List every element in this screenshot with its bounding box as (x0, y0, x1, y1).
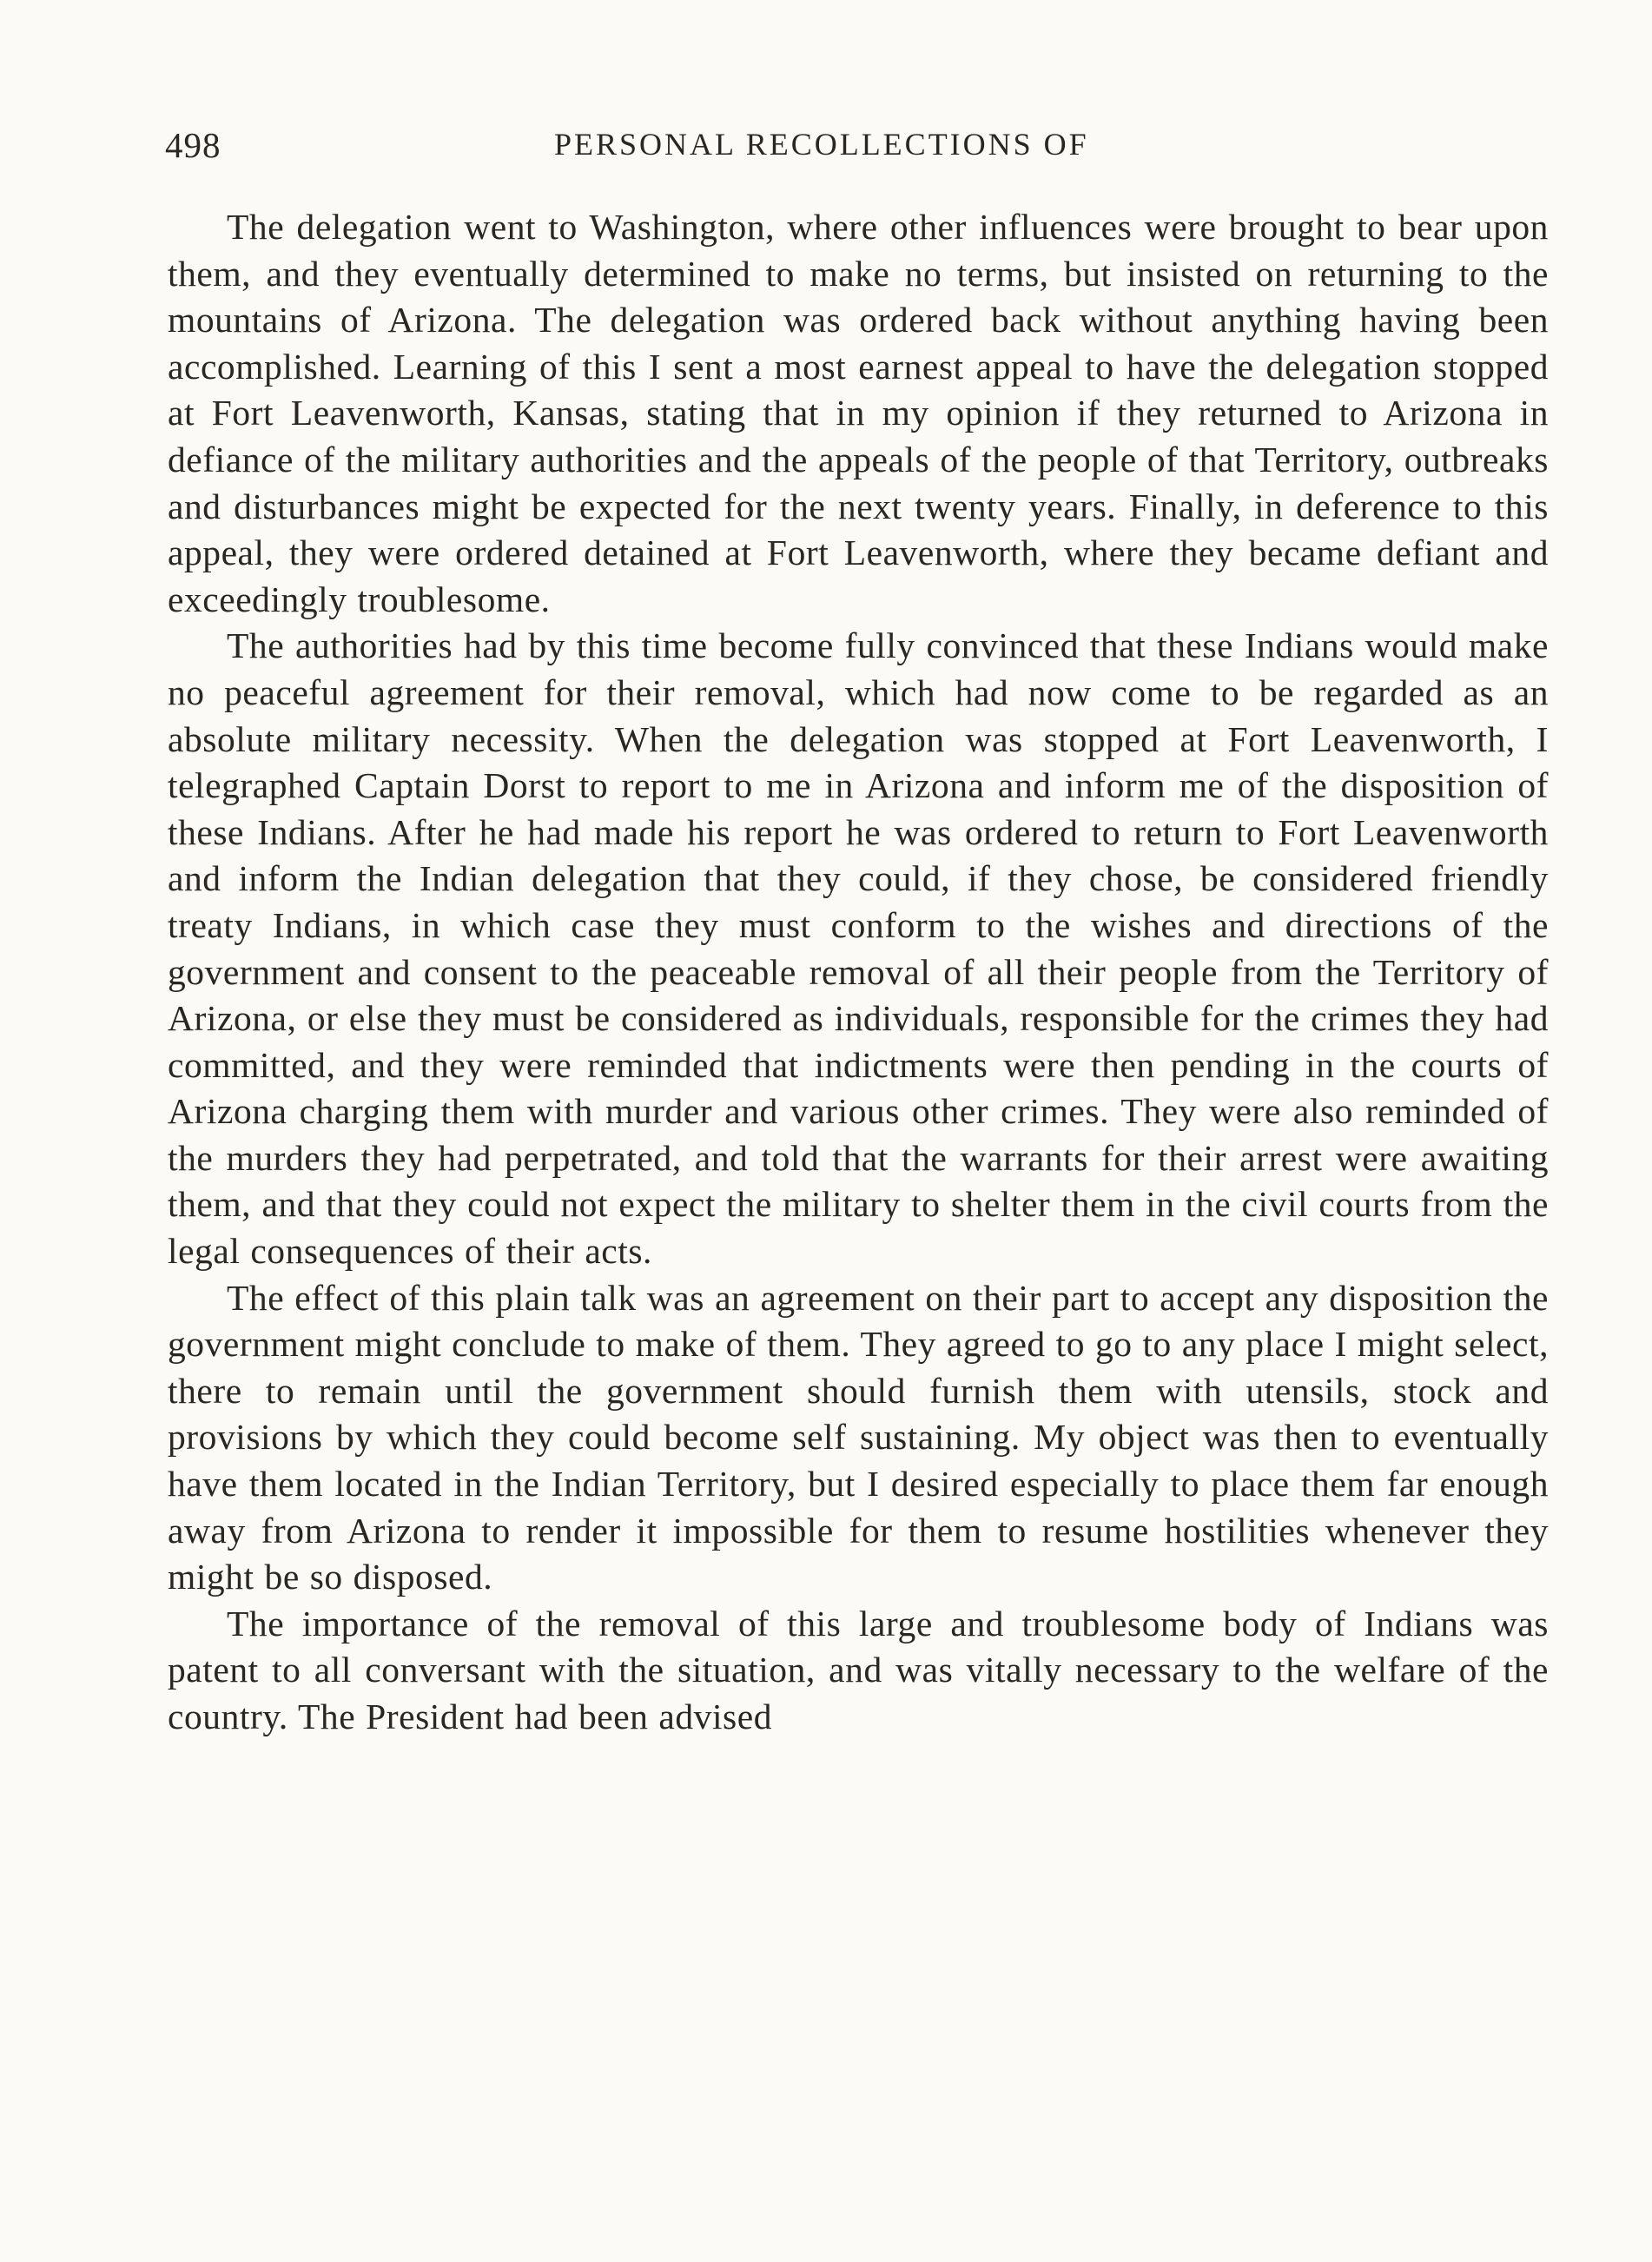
paragraph-2: The authorities had by this time become fully convinced that these Indians would make no peaceful agreement for their removal, which had now come to be regarded as an absolute military necessity. When the delegation was stopped at Fort Leavenworth, I telegraphed Captain Dorst to report to me in Arizona and inform me of the disposition of these Indians. After he had made his report he was ordered to return to Fort Leavenworth and inform the Indian delegation that they could, if they chose, be considered friendly treaty Indians, in which case they must conform to the wishes and directions of the government and consent to the peaceable removal of all their people from the Territory of Arizona, or else they must be considered as individuals, responsible for the crimes they had committed, and they were reminded that indictments were then pending in the courts of Arizona charging them with murder and various other crimes. They were also reminded of the murders they had perpetrated, and told that the warrants for their arrest were awaiting them, and that they could not expect the military to shelter them in the civil courts from the legal consequences of their acts. (168, 625, 1549, 1272)
paragraph-1: The delegation went to Washington, where other influences were brought to bear upon them, and they eventually determined to make no terms, but insisted on returning to the mountains of Arizona. The delegation was ordered back without anything having been accomplished. Learning of this I sent a most earnest appeal to have the delegation stopped at Fort Leavenworth, Kansas, stating that in my opinion if they returned to Arizona in defiance of the military authorities and the appeals of the people of that Territory, outbreaks and disturbances might be expected for the next twenty years. Finally, in deference to this appeal, they were ordered detained at Fort Leavenworth, where they became defiant and exceedingly troublesome. (168, 207, 1549, 619)
page-number: 498 (165, 125, 221, 165)
running-title: PERSONAL RECOLLECTIONS OF (554, 127, 1089, 162)
running-head (165, 124, 1555, 176)
paragraph-3: The effect of this plain talk was an agreement on their part to accept any disposition the government might conclude to make of them. They agreed to go to any place I might select, there to remain until the government should furnish them with utensils, stock and provisions by which they could become self sustaining. My object was then to eventually have them located in the Indian Territory, but I desired especially to place them far enough away from Arizona to render it impossible for them to resume hostilities whenever they might be so disposed. (168, 1277, 1549, 1597)
paragraph-4: The importance of the removal of this large and troublesome body of Indians was patent to all conversant with the situation, and was vitally necessary to the welfare of the country. The President had been advised (168, 1603, 1549, 1736)
body-text (168, 204, 1549, 1741)
